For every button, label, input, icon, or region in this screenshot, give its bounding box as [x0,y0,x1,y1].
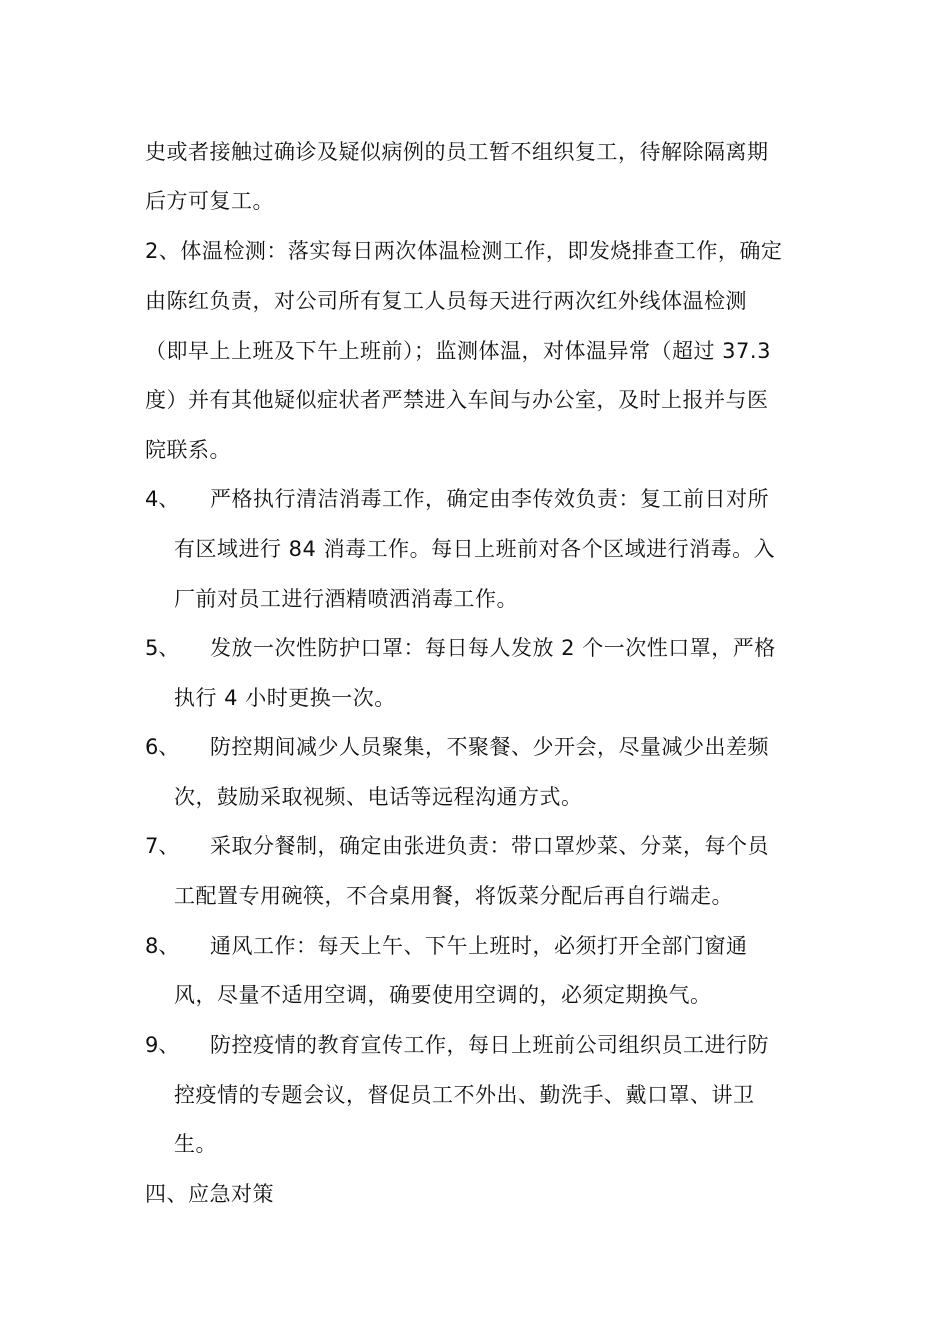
list-item-line: 采取分餐制，确定由张进负责：带口罩炒菜、分菜，每个员 [210,834,769,858]
list-item-line: 生。 [174,1132,217,1156]
list-item-line: 防控疫情的教育宣传工作，每日上班前公司组织员工进行防 [210,1033,769,1057]
list-item-number: 6、 [145,735,180,759]
list-item-line: 严格执行清洁消毒工作，确定由李传效负责：复工前日对所 [210,487,769,511]
list-item-line: 执行 4 小时更换一次。 [174,686,396,710]
paragraph-line: （即早上上班及下午上班前）；监测体温，对体温异常（超过 37.3 [145,339,771,363]
paragraph-line: 史或者接触过确诊及疑似病例的员工暂不组织复工，待解除隔离期 [145,140,769,164]
list-item-line: 通风工作：每天上午、下午上班时，必须打开全部门窗通 [210,934,748,958]
list-item-line: 次，鼓励采取视频、电话等远程沟通方式。 [174,785,583,809]
list-item-number: 4、 [145,487,180,511]
list-item-number: 7、 [145,834,180,858]
list-item-line: 控疫情的专题会议，督促员工不外出、勤洗手、戴口罩、讲卫 [174,1083,755,1107]
section-heading: 四、应急对策 [145,1182,274,1206]
paragraph-line: 后方可复工。 [145,189,274,213]
list-item-number: 5、 [145,636,180,660]
list-item-line: 风，尽量不适用空调，确要使用空调的，必须定期换气。 [174,983,712,1007]
paragraph-line: 度）并有其他疑似症状者严禁进入车间与办公室，及时上报并与医 [145,388,769,412]
list-item-number: 8、 [145,934,180,958]
list-item-line: 工配置专用碗筷，不合桌用餐，将饭菜分配后再自行端走。 [174,884,733,908]
list-item-line: 发放一次性防护口罩：每日每人发放 2 个一次性口罩，严格 [210,636,776,660]
paragraph-line: 由陈红负责，对公司所有复工人员每天进行两次红外线体温检测 [145,289,747,313]
list-item-number: 9、 [145,1033,180,1057]
list-item-line: 防控期间减少人员聚集，不聚餐、少开会，尽量减少出差频 [210,735,769,759]
paragraph-line: 院联系。 [145,438,231,462]
list-item-line: 厂前对员工进行酒精喷洒消毒工作。 [174,587,518,611]
list-item-line: 有区域进行 84 消毒工作。每日上班前对各个区域进行消毒。入 [174,537,776,561]
paragraph-line: 2、体温检测：落实每日两次体温检测工作，即发烧排查工作，确定 [145,239,783,263]
